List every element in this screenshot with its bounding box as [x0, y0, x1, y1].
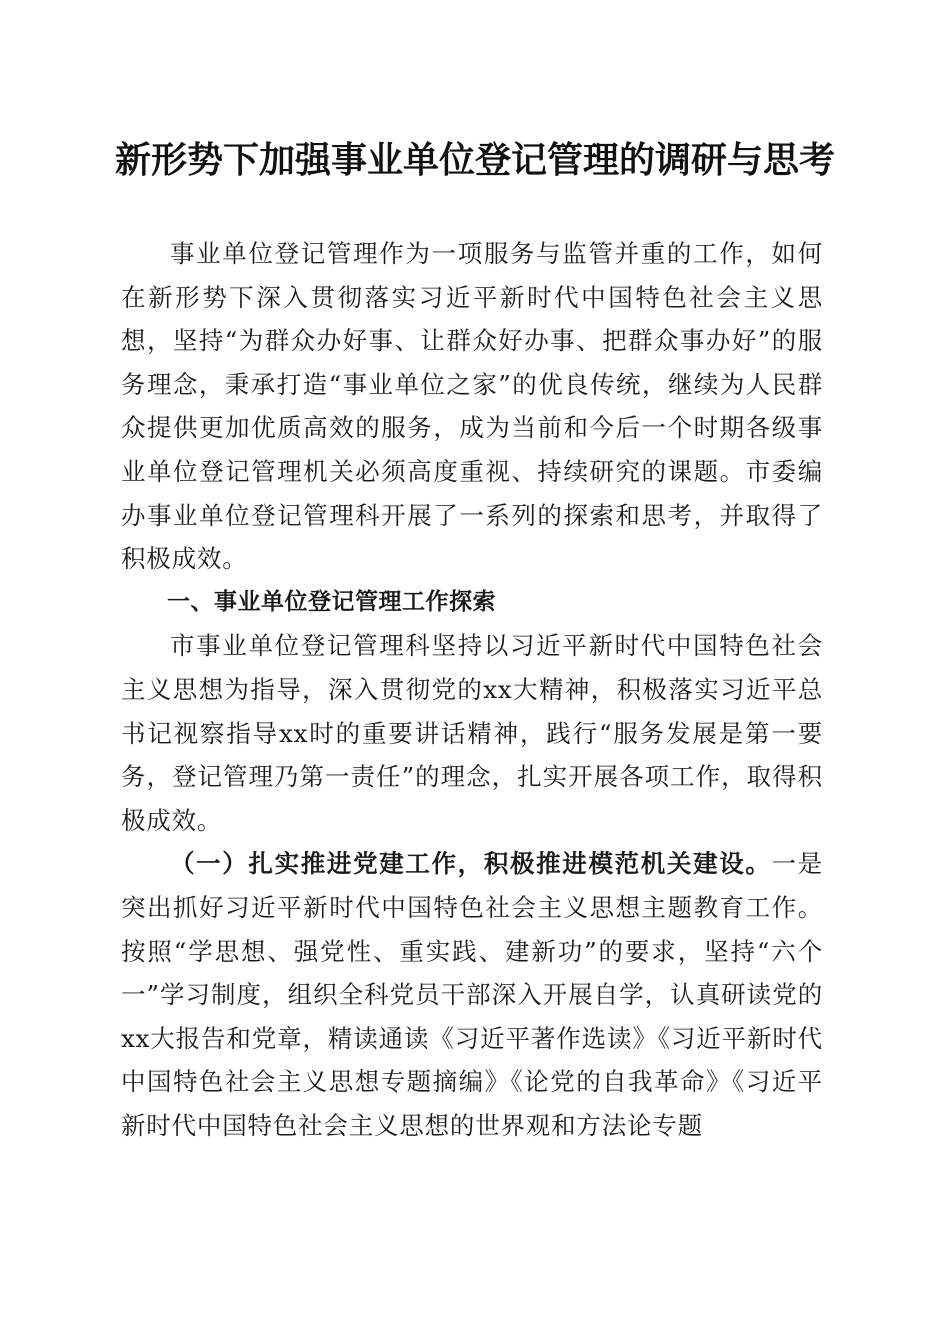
- document-title: 新形势下加强事业单位登记管理的调研与思考: [114, 139, 835, 181]
- subsection-text: 一是突出抓好习近平新时代中国特色社会主义思想主题教育工作。按照“学思想、强党性、重实践、建新功”的要求，坚持“六个一”学习制度，组织全科党员干部深入开展自学，认真研读党的xx大报告和党章，精读通读《习近平著作选读》《习近平新时代中国特色社会主义思想专题摘编》《论党的自我革命》《习近平新时代中国特色社会主义思想的世界观和方法论专题: [121, 849, 824, 1140]
- section-heading: 一、事业单位登记管理工作探索: [167, 588, 496, 615]
- subsection-paragraph: [121, 842, 823, 1147]
- intro-paragraph: 事业单位登记管理作为一项服务与监管并重的工作，如何在新形势下深入贯彻落实习近平新时代中国特色社会主义思想，坚持“为群众办好事、让群众好办事、把群众事办好”的服务理念，秉承打造“事业单位之家”的优良传统，继续为人民群众提供更加优质高效的服务，成为当前和今后一个时期各级事业单位登记管理机关必须高度重视、持续研究的课题。市委编办事业单位登记管理科开展了一系列的探索和思考，并取得了积极成效。: [121, 239, 823, 574]
- document-body: [121, 232, 823, 1147]
- subsection-heading: （一）扎实推进党建工作，积极推进模范机关建设。: [170, 849, 772, 879]
- section-paragraph: 市事业单位登记管理科坚持以习近平新时代中国特色社会主义思想为指导，深入贯彻党的xx大精神，积极落实习近平总书记视察指导xx时的重要讲话精神，践行“服务发展是第一要务，登记管理乃第一责任”的理念，扎实开展各项工作，取得积极成效。: [121, 631, 823, 835]
